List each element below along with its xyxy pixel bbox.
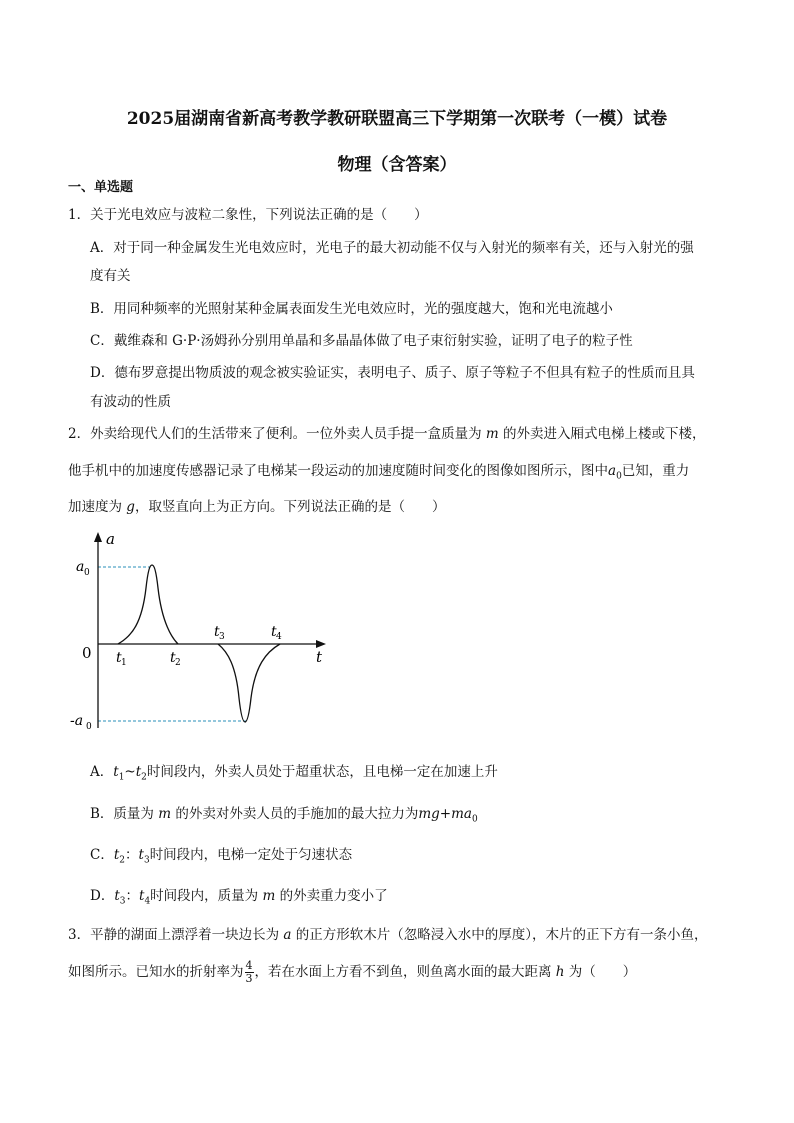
q1-option-b: B．用同种频率的光照射某种金属表面发生光电效应时，光的强度越大，饱和光电流越小 [90, 301, 613, 317]
symbol-m: m [158, 806, 172, 822]
q3-stem-line1 [68, 925, 708, 945]
origin-label: 0 [82, 644, 92, 662]
x-axis-arrow-icon [316, 640, 326, 648]
symbol-t: t [138, 847, 144, 863]
q1-stem: 1．关于光电效应与波粒二象性，下列说法正确的是（ ） [68, 207, 428, 223]
option-letter: D． [90, 888, 115, 904]
q3-stem-text: 如图所示。已知水的折射率为 [68, 964, 244, 980]
fraction-denominator: 3 [245, 972, 253, 985]
option-letter: C． [90, 847, 114, 863]
subscript: 0 [471, 814, 478, 825]
q3-stem-line2 [68, 960, 636, 985]
t3-label: t [214, 624, 220, 640]
option-text: 时间段内，外卖人员处于超重状态，且电梯一定在加速上升 [146, 764, 498, 780]
symbol-m: m [262, 888, 276, 904]
q2-stem-line1 [68, 424, 706, 444]
q2-option-d [90, 886, 388, 912]
symbol-t: t [113, 847, 120, 863]
a0-label: a [76, 559, 85, 575]
neg-a0-subscript: 0 [86, 722, 92, 732]
y-axis-label: a [106, 530, 115, 548]
subscript: 4 [144, 896, 151, 907]
positive-acceleration-curve [118, 565, 178, 644]
q2-option-b [90, 804, 478, 830]
a0-subscript: 0 [84, 568, 90, 578]
q3-stem-text: 3．平静的湖面上漂浮着一块边长为 [68, 927, 284, 943]
t4-label: t [271, 624, 277, 640]
y-axis-arrow-icon [94, 532, 102, 542]
q2-stem-text: 已知，重力 [621, 463, 690, 479]
q2-stem-text: 他手机中的加速度传感器记录了电梯某一段运动的加速度随时间变化的图像如图所示，图中 [68, 463, 608, 479]
t2-subscript: 2 [175, 658, 181, 668]
subscript: 0 [616, 471, 622, 482]
t1-subscript: 1 [121, 658, 127, 668]
q2-stem-text: 的外卖进入厢式电梯上楼或下楼， [498, 426, 706, 442]
subscript: 1 [118, 772, 125, 783]
formula-ma: ma [451, 806, 472, 822]
neg-a0-label: -a [70, 713, 84, 729]
option-text: 时间段内，质量为 [150, 888, 263, 904]
symbol-h: h [555, 964, 565, 980]
q3-stem-text: 为（ ） [564, 964, 637, 980]
option-text: 的外卖重力变小了 [275, 888, 388, 904]
q1-option-d-line2: 有波动的性质 [90, 394, 171, 410]
symbol-a: a [283, 927, 292, 943]
subscript: 2 [119, 855, 126, 866]
t1-label: t [116, 650, 122, 666]
subscript: 3 [143, 855, 150, 866]
q2-stem-line3 [68, 497, 445, 517]
range-sign: ~ [124, 764, 136, 780]
q3-stem-text: 的正方形软木片（忽略浸入水中的厚度），木片的正下方有一条小鱼， [291, 927, 708, 943]
q2-option-c [90, 845, 352, 871]
t2-label: t [170, 650, 176, 666]
q2-stem-text: 2．外卖给现代人们的生活带来了便利。一位外卖人员手提一盒质量为 [68, 426, 486, 442]
x-axis-label: t [316, 648, 323, 666]
symbol-t: t [139, 888, 145, 904]
option-letter: A． [90, 764, 114, 780]
symbol-a: a [608, 463, 617, 479]
q3-stem-text: ，若在水面上方看不到鱼，则鱼离水面的最大距离 [254, 964, 556, 980]
range-sign: ： [125, 888, 139, 904]
subscript: 3 [119, 896, 126, 907]
q2-stem-line2 [68, 461, 689, 487]
subscript: 2 [141, 772, 147, 783]
section-heading-single-choice: 一、单选题 [68, 180, 134, 195]
refractive-index-fraction [245, 960, 254, 985]
plus-sign: + [439, 806, 452, 822]
q1-option-c: C．戴维森和 G·P·汤姆孙分别用单晶和多晶晶体做了电子束衍射实验，证明了电子的粒子性 [90, 333, 633, 349]
exam-title-line2: 物理（含答案） [337, 155, 457, 175]
q2-stem-text: 加速度为 [68, 499, 127, 515]
symbol-g: g [126, 499, 135, 515]
formula-mg: mg [418, 806, 440, 822]
fraction-numerator: 4 [245, 959, 253, 972]
option-text: B．质量为 [90, 806, 159, 822]
q1-option-a-line2: 度有关 [90, 268, 131, 284]
symbol-m: m [485, 426, 499, 442]
q2-option-a [90, 762, 498, 788]
q1-option-d-line1: D．德布罗意提出物质波的观念被实验证实，表明电子、质子、原子等粒子不但具有粒子的性质而且具 [90, 365, 695, 381]
q1-option-a-line1: A．对于同一种金属发生光电效应时，光电子的最大初动能不仅与入射光的频率有关，还与入射光的强 [90, 240, 694, 256]
option-text: 时间段内，电梯一定处于匀速状态 [149, 847, 353, 863]
t3-subscript: 3 [219, 632, 225, 642]
symbol-t: t [135, 764, 142, 780]
option-text: 的外卖对外卖人员的手施加的最大拉力为 [171, 806, 419, 822]
acceleration-time-graph [70, 528, 340, 738]
q2-stem-text: ，取竖直向上为正方向。下列说法正确的是（ ） [134, 499, 446, 515]
symbol-t: t [114, 888, 120, 904]
t4-subscript: 4 [276, 632, 282, 642]
negative-acceleration-curve [218, 644, 280, 722]
symbol-t: t [113, 764, 119, 780]
range-sign: ： [125, 847, 139, 863]
exam-title-line1: 2025届湖南省新高考教学教研联盟高三下学期第一次联考（一模）试卷 [126, 109, 668, 129]
